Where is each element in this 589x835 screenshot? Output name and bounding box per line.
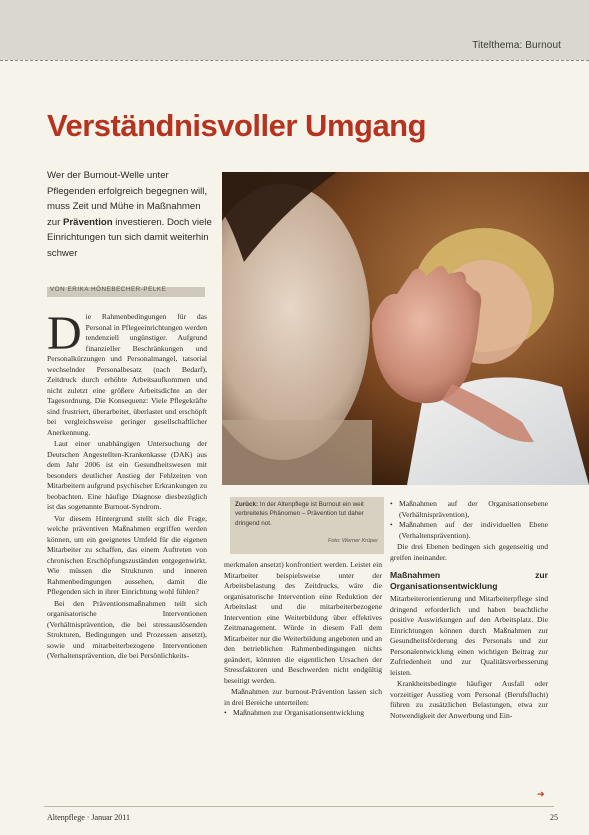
- bullet-text: Maßnahmen auf der individuellen Ebene (Verhaltensprävention).: [399, 520, 548, 540]
- intro-paragraph: [47, 307, 207, 438]
- paragraph: merkmalen ansetzt) konfrontiert werden. Leistet ein Mitarbeiter beispielsweise unter der Arbeitsbelastung des Zeitdrucks, wäre die organisatorische Intervention eine Reduktion der Arbeitslast und die mitarbeiterbezogene Intervention eine Weiterbildung über effektives Zeitmanagement. Würde in diesem Fall dem Mitarbeiter nur die Weiterbildung angeboten und an den betrieblichen Rahmenbedingungen nichts geändert, könnten die eigentlichen Ursachen der Stressfaktoren und Beschwerden nicht endgültig beseitigt werden.: [224, 560, 382, 685]
- paragraph: Krankheitsbedingte häufiger Ausfall oder vorzeitiger Ausstieg vom Personal (Berufsflucht) führen zu zusätzlichen Belastungen, etwa zur Notwendigkeit der Anwerbung und Ein-: [390, 679, 548, 720]
- bullet-item: [390, 520, 548, 541]
- bullet-mark: •: [224, 708, 227, 717]
- photo-credit: Foto: Werner Krüper: [327, 538, 378, 544]
- bullet-text: Maßnahmen zur Organisationsentwicklung: [233, 708, 365, 717]
- lead-text-end: investieren. Doch viele Einrichtungen tun sich damit weiterhin schwer: [47, 216, 212, 259]
- drop-cap: D: [47, 307, 82, 360]
- header-band: [0, 0, 589, 60]
- lead-keyword: Prävention: [63, 216, 113, 228]
- paragraph: Maßnahmen zur burnout-Prävention lassen sich in drei Bereiche unterteilen:: [224, 687, 382, 707]
- paragraph: Die drei Ebenen bedingen sich gegenseitig und greifen ineinander.: [390, 542, 548, 562]
- bullet-mark: •: [390, 520, 393, 529]
- header-divider: [0, 60, 589, 61]
- lead-text-start: Wer der Burnout-Welle unter Pflegenden erfolgreich begegnen will, muss Zeit und Mühe in Maßnahmen zur: [47, 170, 208, 228]
- page-number: 25: [550, 813, 558, 822]
- author-byline: VON ERIKA HÖNEBECHER-PELKE: [50, 286, 167, 293]
- text-column-1: [47, 307, 207, 662]
- photo-illustration: [222, 172, 589, 485]
- caption-text: In der Altenpflege ist Burnout ein weit verbreitetes Phänomen – Prävention tut daher dringend not.: [235, 501, 364, 527]
- paragraph: Bei den Präventionsmaßnahmen teilt sich organisatorische Interventionen (Verhältnisprävention, die bei stressauslösenden Strukturen, Bedingungen und Prozessen ansetzt), sowie und mitarbeiterbezogene Interventionen (Verhaltensprävention, die bei Persönlichkeits-: [47, 598, 207, 660]
- text-column-3: [390, 499, 548, 721]
- article-photo: [222, 172, 589, 485]
- section-subheading: Maßnahmen zur Organisationsentwicklung: [390, 570, 548, 591]
- paragraph: Mitarbeiterorientierung und Mitarbeiterpflege sind dringend erforderlich und haben beachtliche positive Auswirkungen auf den Arbeitsplatz. Die Einrichtungen können durch Maßnahmen zur Gesundheitsförderung des Personals und zur Personalentwicklung einen wichtigen Beitrag zur Zufriedenheit und zur Qualitätsverbesserung leisten.: [390, 594, 548, 677]
- bullet-item: [224, 708, 382, 719]
- bullet-item: [390, 499, 548, 520]
- caption-label: Zurück:: [235, 501, 259, 508]
- paragraph-text: ie Rahmenbedingungen für das Personal in Pflegeeinrichtungen werden tendenziell ungünstiger. Aufgrund finanzieller Beschränkungen und Personalkürzungen und Personalmangel, tatsorial wechselnder Personalbesatz (nach Bedarf), Zeitdruck durch erhöhte Arbeitsaufkommen und nicht zuletzt eine größere Arbeitsdichte an der Tagesordnung. Die Konsequenz: Viele Pflegekräfte sind frustriert, überarbeitet, überlastet und erschöpft bei vergleichsweise geringer gesellschaftlicher Anerkennung.: [47, 312, 207, 437]
- photo-caption: [235, 500, 380, 528]
- bullet-text: Maßnahmen auf der Organisationsebene (Verhältnisprävention),: [399, 499, 548, 519]
- paragraph: Vor diesem Hintergrund stellt sich die Frage, welche präventiven Maßnahmen ergriffen werden können, um ein geeignetes Umfeld für die eigenen Mitarbeiter zu schaffen, das einem Auftreten von chronischen Erschöpfungszuständen entgegenwirkt. Wie müssen die Strukturen und inneren Rahmenbedingungen aussehen, damit die Pflegenden sich in ihrer Einrichtung wohl fühlen?: [47, 513, 207, 596]
- footer-publication: Altenpflege · Januar 2011: [47, 813, 131, 822]
- continue-arrow-icon: ➔: [537, 790, 545, 800]
- text-column-2: [224, 560, 382, 719]
- foreground-shoulder: [222, 420, 372, 485]
- article-title: Verständnisvoller Umgang: [47, 108, 427, 143]
- section-label: Titelthema: Burnout: [472, 40, 561, 51]
- bullet-mark: •: [390, 499, 393, 508]
- footer-divider: [44, 806, 554, 807]
- paragraph: Laut einer unabhängigen Untersuchung der Deutschen Angestellten-Krankenkasse (DAK) aus dem Jahr 2006 ist ein Gesundheitswesen mit besonders deutlicher Anstieg der Fehlzeiten von Mitarbeitern aufgrund psychischer Erkrankungen zu beobachten. Eine häufige Diagnose diesbezüglich ist das sogenannte Burnout-Syndrom.: [47, 439, 207, 511]
- article-lead: [47, 168, 213, 261]
